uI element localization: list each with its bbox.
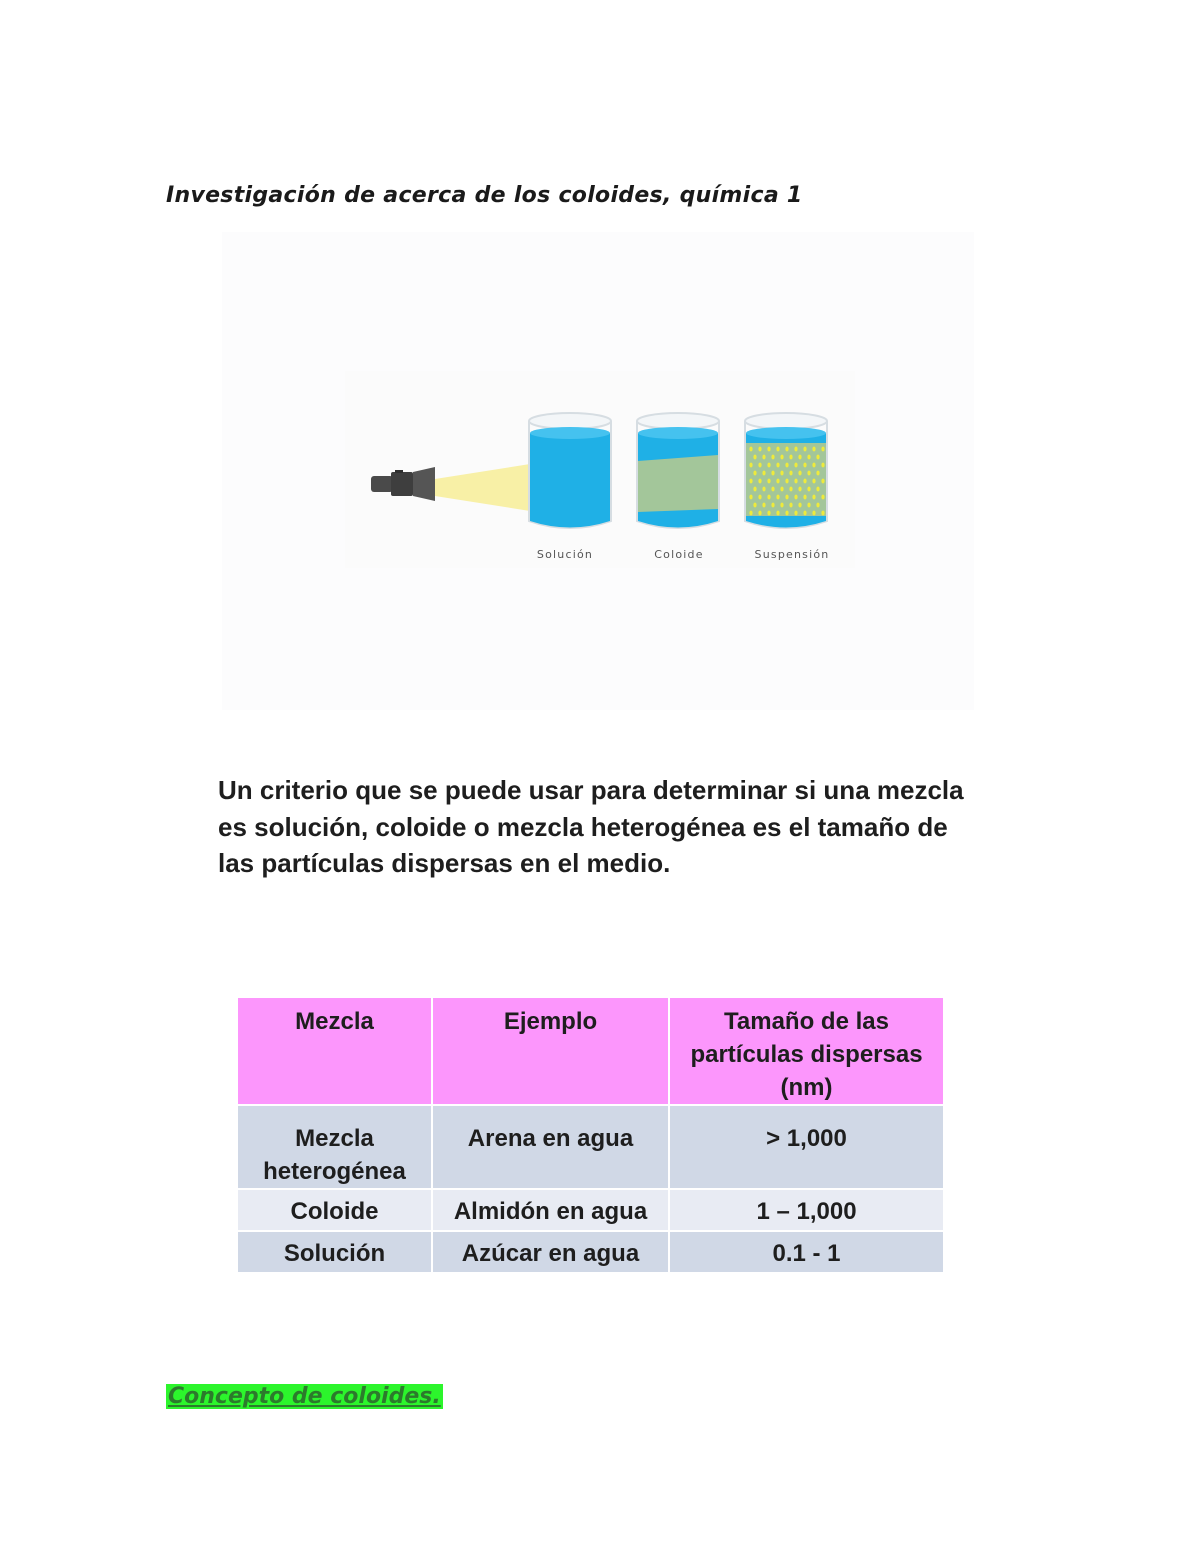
particle xyxy=(821,495,824,500)
particle xyxy=(776,447,779,452)
table-row xyxy=(237,1105,944,1189)
header-mezcla: Mezcla xyxy=(237,997,432,1105)
particle xyxy=(785,463,788,468)
particle xyxy=(767,511,770,516)
particle xyxy=(771,455,774,460)
particle xyxy=(749,463,752,468)
particle xyxy=(776,463,779,468)
particle xyxy=(780,487,783,492)
particle xyxy=(807,471,810,476)
particle xyxy=(798,455,801,460)
particle xyxy=(794,511,797,516)
particle xyxy=(749,447,752,452)
particle xyxy=(771,503,774,508)
figure-label-solution: Solución xyxy=(536,548,594,561)
particle xyxy=(753,455,756,460)
table-header-row xyxy=(237,997,944,1105)
particle xyxy=(758,479,761,484)
particle xyxy=(798,503,801,508)
particle xyxy=(812,447,815,452)
particle xyxy=(785,495,788,500)
particle xyxy=(771,471,774,476)
particle xyxy=(758,511,761,516)
table-cell: 1 – 1,000 xyxy=(669,1189,944,1231)
particle xyxy=(821,511,824,516)
particle xyxy=(821,479,824,484)
particle xyxy=(785,447,788,452)
tyndall-effect-illustration xyxy=(345,371,855,568)
light-beam xyxy=(435,464,530,511)
particle xyxy=(816,471,819,476)
figure-label-suspension: Suspensión xyxy=(754,548,830,561)
particle xyxy=(807,455,810,460)
particle xyxy=(798,471,801,476)
particle xyxy=(821,463,824,468)
table-cell: > 1,000 xyxy=(669,1105,944,1189)
particle xyxy=(762,471,765,476)
header-ejemplo: Ejemplo xyxy=(432,997,669,1105)
particle xyxy=(812,495,815,500)
particle xyxy=(776,495,779,500)
particle xyxy=(767,495,770,500)
table-cell: Mezcla heterogénea xyxy=(237,1105,432,1189)
section-heading-concepto: Concepto de coloides. xyxy=(168,1384,441,1409)
particle xyxy=(803,447,806,452)
particle xyxy=(794,495,797,500)
particle xyxy=(803,511,806,516)
particle xyxy=(785,479,788,484)
beaker-solution xyxy=(529,413,611,528)
particle xyxy=(803,479,806,484)
table-cell: Azúcar en agua xyxy=(432,1231,669,1273)
particle xyxy=(807,487,810,492)
particle xyxy=(812,463,815,468)
particle xyxy=(767,463,770,468)
particle xyxy=(753,503,756,508)
particle xyxy=(776,479,779,484)
particle xyxy=(812,479,815,484)
particle xyxy=(767,447,770,452)
particle xyxy=(807,503,810,508)
beaker-suspension xyxy=(745,413,827,528)
particle xyxy=(780,455,783,460)
flashlight-icon xyxy=(371,467,435,501)
table-cell: Almidón en agua xyxy=(432,1189,669,1231)
table-cell: 0.1 - 1 xyxy=(669,1231,944,1273)
particle xyxy=(762,487,765,492)
particle xyxy=(749,479,752,484)
criteria-paragraph: Un criterio que se puede usar para determinar si una mezcla es solución, coloide o mezcla heterogénea es el tamaño de las partículas dispersas en el medio. xyxy=(218,775,964,878)
particle xyxy=(789,455,792,460)
particle xyxy=(794,463,797,468)
particle xyxy=(816,487,819,492)
header-tamano: Tamaño de las partículas dispersas (nm) xyxy=(669,997,944,1105)
table-row xyxy=(237,1231,944,1273)
particle xyxy=(789,471,792,476)
particle xyxy=(812,511,815,516)
particle xyxy=(749,495,752,500)
particle xyxy=(821,447,824,452)
particle xyxy=(758,463,761,468)
figure-label-colloid: Coloide xyxy=(654,548,704,561)
colloid-light-band xyxy=(638,455,718,512)
particle xyxy=(816,503,819,508)
particle xyxy=(794,479,797,484)
document-title: Investigación de acerca de los coloides, química 1 xyxy=(166,183,803,208)
table-cell: Coloide xyxy=(237,1189,432,1231)
table-row xyxy=(237,1189,944,1231)
particle xyxy=(758,495,761,500)
particle xyxy=(762,503,765,508)
particle xyxy=(776,511,779,516)
particle xyxy=(789,487,792,492)
particle xyxy=(816,455,819,460)
particle xyxy=(785,511,788,516)
table-cell: Arena en agua xyxy=(432,1105,669,1189)
particle xyxy=(758,447,761,452)
particle xyxy=(780,471,783,476)
particle xyxy=(749,511,752,516)
particle xyxy=(780,503,783,508)
particle xyxy=(803,463,806,468)
table-cell: Solución xyxy=(237,1231,432,1273)
particle xyxy=(803,495,806,500)
particle xyxy=(789,503,792,508)
particle xyxy=(794,447,797,452)
particle xyxy=(771,487,774,492)
particle xyxy=(767,479,770,484)
particle xyxy=(762,455,765,460)
mixture-size-table xyxy=(236,996,945,1274)
beaker-colloid xyxy=(637,413,719,528)
particle xyxy=(798,487,801,492)
particle xyxy=(753,471,756,476)
particle xyxy=(753,487,756,492)
